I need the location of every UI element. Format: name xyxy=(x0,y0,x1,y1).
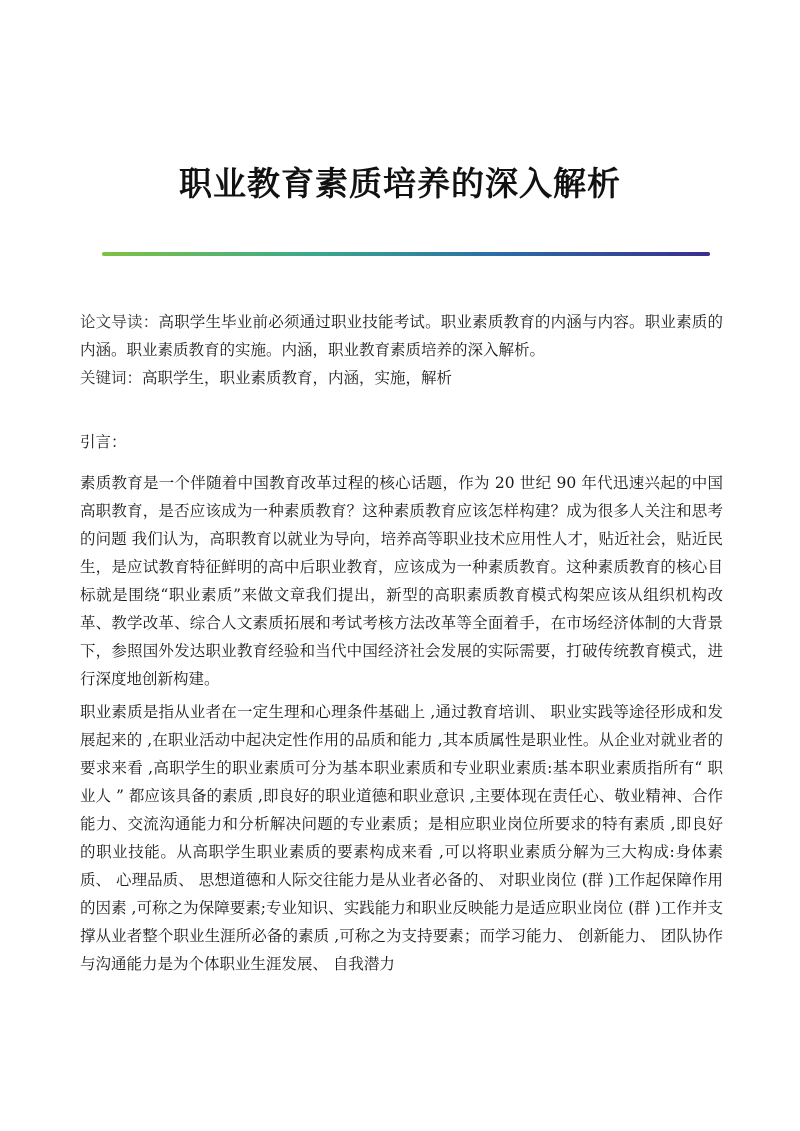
abstract-text: 高职学生毕业前必须通过职业技能考试。职业素质教育的内涵与内容。职业素质的内涵。职业素质教育的实施。内涵，职业教育素质培养的深入解析。 xyxy=(80,313,723,359)
document-title: 职业教育素质培养的深入解析 xyxy=(179,164,621,203)
body-paragraph: 职业素质是指从业者在一定生理和心理条件基础上 ,通过教育培训、 职业实践等途径形成和发展起来的 ,在职业活动中起决定性作用的品质和能力 ,其本质属性是职业性。从企业对就业者的要求来看 ,高职学生的职业素质可分为基本职业素质和专业职业素质:基本职业素质指所有“ 职业人 ” 都应该具备的素质 ,即良好的职业道德和职业意识 ,主要体现在责任心、敬业精神、合作能力、交流沟通能力和分析解决问题的专业素质；是相应职业岗位所要求的特有素质 ,即良好的职业技能。从高职学生职业素质的要素构成来看 ,可以将职业素质分解为三大构成:身体素质、 心理品质、 思想道德和人际交往能力是从业者必备的、 对职业岗位 (群 )工作起保障作用的因素 ,可称之为保障要素;专业知识、实践能力和职业反映能力是适应职业岗位 (群 )工作并支撑从业者整个职业生涯所必备的素质 ,可称之为支持要素；而学习能力、 创新能力、 团队协作与沟通能力是为个体职业生涯发展、 自我潜力 xyxy=(80,703,723,973)
keywords xyxy=(80,364,723,392)
title-divider xyxy=(102,252,710,256)
abstract-label: 论文导读： xyxy=(80,313,159,331)
keywords-label: 关键词： xyxy=(80,369,143,387)
intro-heading: 引言： xyxy=(80,433,127,451)
body-paragraph: 素质教育是一个伴随着中国教育改革过程的核心话题，作为 20 世纪 90 年代迅速兴起的中国高职教育，是否应该成为一种素质教育？这种素质教育应该怎样构建？成为很多人关注和思考的问题 我们认为，高职教育以就业为导向，培养高等职业技术应用性人才，贴近社会，贴近民生，是应试教育特征鲜明的高中后职业教育，应该成为一种素质教育。这种素质教育的核心目标就是围绕“职业素质”来做文章我们提出，新型的高职素质教育模式构架应该从组织机构改革、教学改革、综合人文素质拓展和考试考核方法改革等全面着手，在市场经济体制的大背景下，参照国外发达职业教育经验和当代中国经济社会发展的实际需要，打破传统教育模式，进行深度地创新构建。 xyxy=(80,474,723,688)
keywords-text: 高职学生，职业素质教育，内涵，实施，解析 xyxy=(142,369,453,387)
abstract xyxy=(80,308,723,364)
document-body xyxy=(80,308,723,983)
